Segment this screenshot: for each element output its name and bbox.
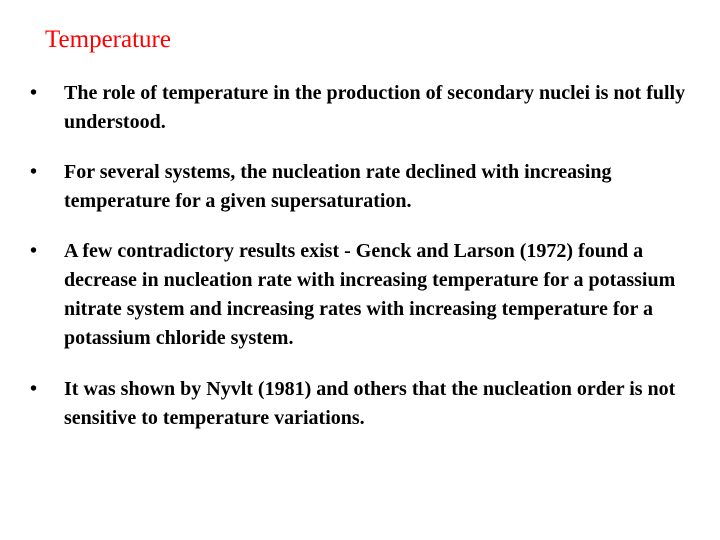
bullet-text: A few contradictory results exist - Genck and Larson (1972) found a decrease in nucleation rate with increasing temperature for a potassium nitrate system and increasing rates with increasing temperature for a potassium chloride system.: [64, 240, 676, 349]
bullet-list: [30, 79, 706, 454]
bullet-text: For several systems, the nucleation rate declined with increasing temperature for a given supersaturation.: [64, 161, 612, 212]
bullet-text: The role of temperature in the production of secondary nuclei is not fully understood.: [64, 82, 686, 133]
bullet-dot-icon: •: [30, 161, 38, 183]
bullet-dot-icon: •: [30, 378, 38, 400]
bullet-dot-icon: •: [30, 82, 38, 104]
bullet-item: [30, 79, 706, 137]
bullet-dot-icon: •: [30, 240, 38, 262]
bullet-item: [30, 158, 706, 216]
bullet-text: It was shown by Nyvlt (1981) and others that the nucleation order is not sensitive to temperature variations.: [64, 378, 676, 429]
bullet-item: [30, 237, 706, 353]
slide-title: Temperature: [45, 26, 171, 53]
bullet-item: [30, 375, 706, 433]
